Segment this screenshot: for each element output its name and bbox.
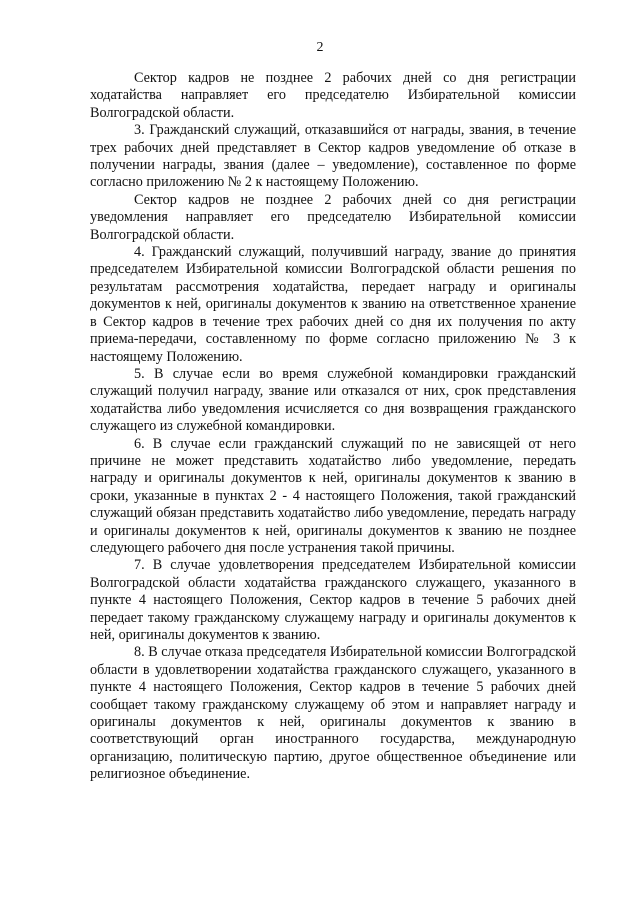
paragraph-7-approval: 7. В случае удовлетворения председателем Избирательной комиссии Волгоградской области ходатайства гражданского служащего, указанного в пункте 4 настоящего Положения, Сектор кадров в течение 5 рабочих дней передает такому гражданскому служащему награду и оригиналы документов к ней, оригиналы документов к званию. xyxy=(90,557,576,643)
document-body xyxy=(90,70,576,784)
paragraph-5-business-trip: 5. В случае если во время служебной командировки гражданский служащий получил награду, звание или отказался от них, срок представления ходатайства либо уведомления исчисляется со дня возвращения гражданского служащего из служебной командировки. xyxy=(90,365,576,435)
page-number: 2 xyxy=(316,40,324,55)
paragraph-4-received-award: 4. Гражданский служащий, получивший награду, звание до принятия председателем Избирательной комиссии Волгоградской области решения по результатам рассмотрения ходатайства, передает награду и оригиналы документов к ней, оригиналы документов к званию на ответственное хранение в Сектор кадров в течение трех рабочих дней со дня их получения по акту приема-передачи, составленному по форме согласно приложению № 3 к настоящему Положению. xyxy=(90,244,576,365)
paragraph-sector-notification: Сектор кадров не позднее 2 рабочих дней со дня регистрации уведомления направляет его председателю Избирательной комиссии Волгоградской области. xyxy=(90,191,576,243)
paragraph-8-refusal-of-approval: 8. В случае отказа председателя Избирательной комиссии Волгоградской области в удовлетворении ходатайства гражданского служащего, указанного в пункте 4 настоящего Положения, Сектор кадров в течение 5 рабочих дней сообщает такому гражданскому служащему об этом и направляет награду и оригиналы документов к ней, оригиналы документов к званию в соответствующий орган иностранного государства, международную организацию, политическую партию, другое общественное объединение или религиозное объединение. xyxy=(90,644,576,783)
paragraph-6-independent-reason: 6. В случае если гражданский служащий по не зависящей от него причине не может представить ходатайство либо уведомление, передать награду и оригиналы документов к ней, оригиналы документов к званию в сроки, указанные в пунктах 2 - 4 настоящего Положения, такой гражданский служащий обязан представить ходатайство либо уведомление, передать награду и оригиналы документов к ней, оригиналы документов к званию не позднее следующего рабочего дня после устранения такой причины. xyxy=(90,435,576,556)
paragraph-3-refusal: 3. Гражданский служащий, отказавшийся от награды, звания, в течение трех рабочих дней представляет в Сектор кадров уведомление об отказе в получении награды, звания (далее – уведомление), составленное по форме согласно приложению № 2 к настоящему Положению. xyxy=(90,122,576,191)
paragraph-sector-ходатайство: Сектор кадров не позднее 2 рабочих дней со дня регистрации ходатайства направляет его председателю Избирательной комиссии Волгоградской области. xyxy=(90,70,576,121)
